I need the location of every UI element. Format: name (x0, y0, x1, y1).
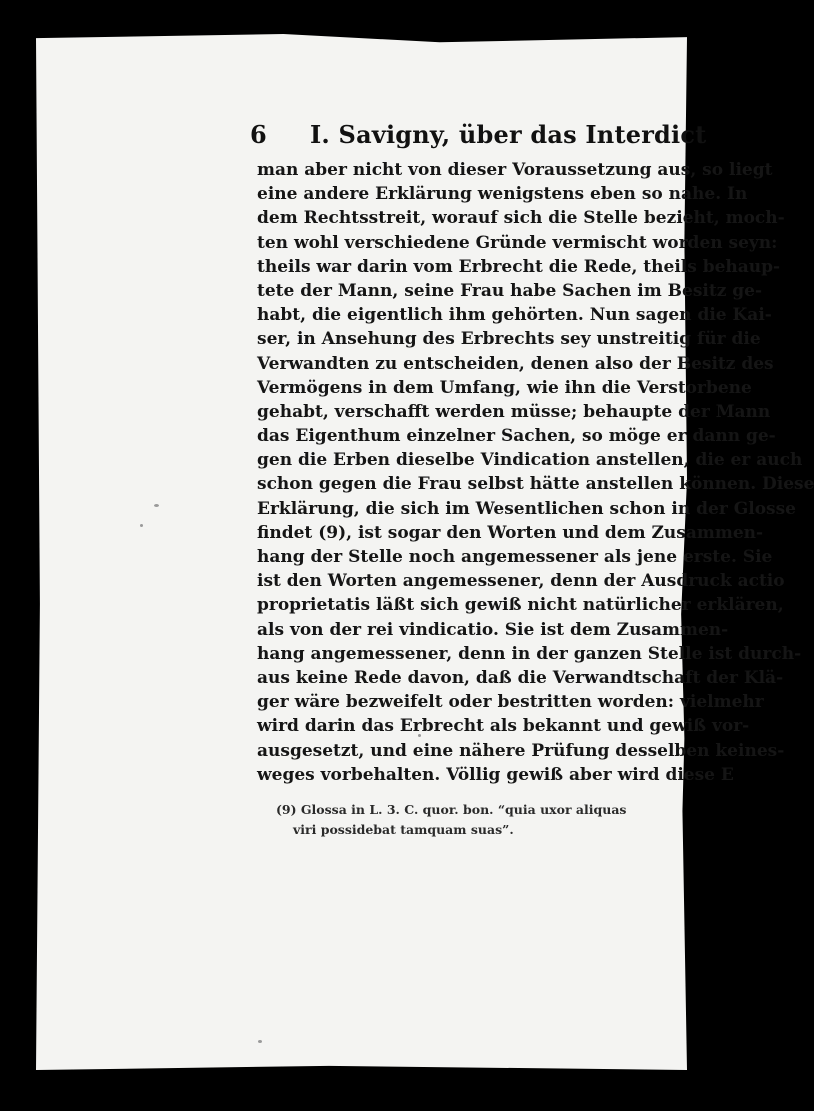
text-line: Erklärung, die sich im Wesentlichen schon in der Glosse (257, 498, 796, 519)
text-line: tete der Mann, seine Frau habe Sachen im Besitz ge- (257, 280, 763, 301)
text-line: findet (9), ist sogar den Worten und dem Zusammen- (257, 522, 764, 543)
text-line: gehabt, verschafft werden müsse; behaupte der Mann (257, 401, 771, 422)
text-line: ger wäre bezweifelt oder bestritten worden: vielmehr (257, 692, 764, 713)
text-line: das Eigenthum einzelner Sachen, so möge er dann ge- (257, 426, 776, 447)
page-number: 6 (250, 120, 267, 149)
text-line: ist den Worten angemessener, denn der Ausdruck actio (257, 571, 785, 592)
text-line: theils war darin vom Erbrecht die Rede, theils behaup- (257, 256, 781, 277)
body-text (257, 158, 814, 787)
text-line: eine andere Erklärung wenigstens eben so nahe. In (257, 184, 748, 205)
text-line: proprietatis läßt sich gewiß nicht natürlicher erklären, (257, 595, 784, 616)
footnote-line: (9) Glossa in L. 3. C. quor. bon. “quia uxor aliquas (276, 802, 627, 817)
paper-speck (154, 504, 159, 507)
text-line: ser, in Ansehung des Erbrechts sey unstreitig für die (257, 329, 761, 350)
text-line: hang der Stelle noch angemessener als jene erste. Sie (257, 547, 773, 567)
text-line: hang angemessener, denn in der ganzen Stelle ist durch- (257, 643, 802, 664)
footnote-line: viri possidebat tamquam suas”. (293, 822, 514, 837)
text-line: weges vorbehalten. Völlig gewiß aber wird diese E (257, 764, 734, 785)
text-line: ten wohl verschiedene Gründe vermischt worden seyn: (257, 232, 778, 253)
page-header (250, 120, 707, 156)
text-line: schon gegen die Frau selbst hätte anstellen können. Diese (257, 474, 814, 495)
text-line: man aber nicht von dieser Voraussetzung aus, so liegt (257, 160, 773, 180)
text-line: Verwandten zu entscheiden, denen also der Besitz des (257, 353, 774, 374)
text-line: Vermögens in dem Umfang, wie ihn die Verstorbene (257, 377, 752, 398)
text-line: gen die Erben dieselbe Vindication anstellen, die er auch (257, 450, 803, 471)
running-head: I. Savigny, über das Interdict (310, 120, 707, 149)
text-line: wird darin das Erbrecht als bekannt und gewiß vor- (257, 716, 750, 737)
text-line: als von der rei vindicatio. Sie ist dem Zusammen- (257, 619, 729, 640)
text-line: dem Rechtsstreit, worauf sich die Stelle bezieht, moch- (257, 208, 785, 229)
text-line: habt, die eigentlich ihm gehörten. Nun sagen die Kai- (257, 305, 772, 326)
text-line: ausgesetzt, und eine nähere Prüfung desselben keines- (257, 740, 785, 761)
text-line: aus keine Rede davon, daß die Verwandtschaft der Klä- (257, 667, 784, 688)
paper-speck (140, 524, 143, 527)
footnote (276, 800, 676, 840)
paper-speck (258, 1040, 262, 1043)
